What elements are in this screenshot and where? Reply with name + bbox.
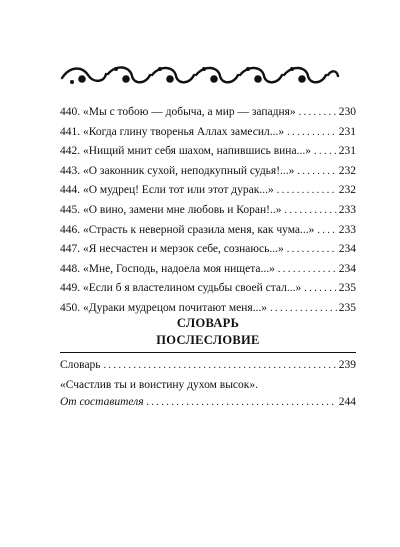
divider-line xyxy=(60,352,356,353)
entry-number: 440. xyxy=(60,106,81,118)
contents-list xyxy=(60,103,356,319)
entry-title: «Если б я властелином судьбы своей стал...» xyxy=(83,282,302,295)
entry-page: 234 xyxy=(338,243,356,256)
dot-leader xyxy=(104,356,337,376)
afterword-title: «Счастлив ты и воистину духом высок». xyxy=(60,379,258,391)
toc-entry-afterword[interactable] xyxy=(60,393,356,413)
entry-number: 441. xyxy=(60,125,81,138)
entry-page: 232 xyxy=(338,184,356,197)
entry-number: 447. xyxy=(60,243,81,256)
toc-entry-446[interactable] xyxy=(60,221,356,241)
toc-entry-glossary[interactable] xyxy=(60,356,356,376)
entry-page: 235 xyxy=(338,282,356,295)
toc-entry-440[interactable] xyxy=(60,103,356,123)
dot-leader xyxy=(314,142,337,162)
entry-title: «Дураки мудрецом почитают меня...» xyxy=(83,301,268,314)
entry-page: 239 xyxy=(338,359,356,371)
entry-number: 449. xyxy=(60,282,81,295)
entry-title: «Нищий мнит себя шахом, напившись вина...» xyxy=(83,145,311,158)
entry-number: 448. xyxy=(60,262,81,275)
entry-title: «О мудрец! Если тот или этот дурак...» xyxy=(83,184,274,197)
dot-leader xyxy=(277,181,337,201)
entry-number: 444. xyxy=(60,184,81,197)
entry-number: 443. xyxy=(60,164,81,177)
dot-leader xyxy=(317,221,336,241)
toc-entry-447[interactable] xyxy=(60,240,356,260)
dot-leader xyxy=(299,103,337,123)
toc-entry-444[interactable] xyxy=(60,181,356,201)
entry-page: 234 xyxy=(338,262,356,275)
dot-leader xyxy=(287,240,337,260)
entry-page: 233 xyxy=(338,203,356,216)
toc-entry-449[interactable] xyxy=(60,279,356,299)
afterword-list xyxy=(60,393,356,413)
entry-title: «О законник сухой, неподкупный судья!...» xyxy=(83,164,295,177)
entry-page: 233 xyxy=(338,223,356,236)
dot-leader xyxy=(304,279,337,299)
entry-page: 230 xyxy=(338,106,356,118)
dot-leader xyxy=(278,260,337,280)
entry-title: От составителя xyxy=(60,396,144,408)
entry-page: 231 xyxy=(338,145,356,158)
dot-leader xyxy=(287,123,337,143)
entry-title: «Страсть к неверной сразила меня, как чума...» xyxy=(83,223,315,236)
toc-entry-443[interactable] xyxy=(60,162,356,182)
entry-number: 450. xyxy=(60,301,81,314)
toc-entry-441[interactable] xyxy=(60,123,356,143)
entry-title: «Когда глину творенья Аллах замесил...» xyxy=(83,125,285,138)
toc-entry-445[interactable] xyxy=(60,201,356,221)
section-heading-glossary: СЛОВАРЬ xyxy=(176,316,240,330)
dot-leader xyxy=(285,201,337,221)
entry-number: 446. xyxy=(60,223,81,236)
header-ornament xyxy=(60,62,340,88)
section-heading-afterword: ПОСЛЕСЛОВИЕ xyxy=(156,333,260,347)
entry-title: «Мы с тобою — добыча, а мир — западня» xyxy=(83,106,296,118)
entry-number: 442. xyxy=(60,145,81,158)
dot-leader xyxy=(297,162,336,182)
entry-title: «Я несчастен и мерзок себе, сознаюсь...» xyxy=(83,243,284,256)
entry-page: 232 xyxy=(338,164,356,177)
entry-title: «О вино, замени мне любовь и Коран!..» xyxy=(83,203,282,216)
entry-page: 235 xyxy=(338,301,356,314)
toc-entry-448[interactable] xyxy=(60,260,356,280)
entry-page: 244 xyxy=(338,396,356,408)
glossary-list xyxy=(60,356,356,376)
dot-leader xyxy=(147,393,337,413)
toc-entry-442[interactable] xyxy=(60,142,356,162)
entry-title: Словарь xyxy=(60,359,101,371)
entry-title: «Мне, Господь, надоела моя нищета...» xyxy=(83,262,275,275)
entry-number: 445. xyxy=(60,203,81,216)
entry-page: 231 xyxy=(338,125,356,138)
